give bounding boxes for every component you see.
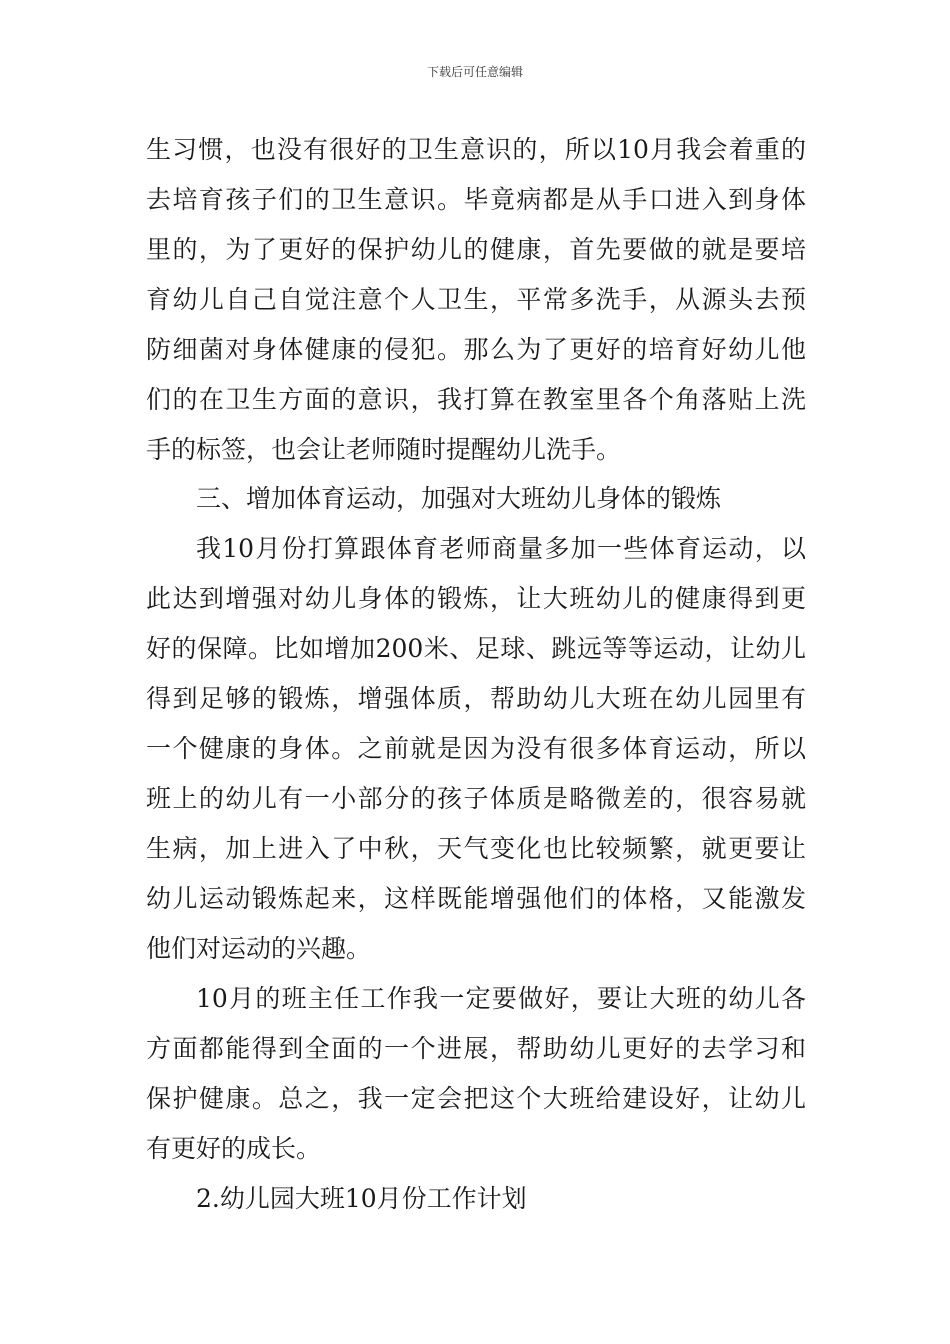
paragraph-line: 保护健康。总之，我一定会把这个大班给建设好，让幼儿 [146,1084,806,1113]
section-heading: 三、增加体育运动，加强对大班幼儿身体的锻炼 [196,484,722,513]
paragraph-line: 去培育孩子们的卫生意识。毕竟病都是从手口进入到身体 [146,185,806,214]
paragraph-line: 一个健康的身体。之前就是因为没有很多体育运动，所以 [146,734,806,763]
paragraph-line: 他们对运动的兴趣。 [146,934,372,963]
page-header: 下载后可任意编辑 [426,65,523,79]
paragraph-line: 有更好的成长。 [146,1134,322,1163]
paragraph-line: 得到足够的锻炼，增强体质，帮助幼儿大班在幼儿园里有 [146,684,806,713]
paragraph-line: 我10月份打算跟体育老师商量多加一些体育运动，以 [196,534,806,563]
paragraph-line: 班上的幼儿有一小部分的孩子体质是略微差的，很容易就 [146,784,806,813]
paragraph-line: 里的，为了更好的保护幼儿的健康，首先要做的就是要培 [146,235,806,264]
paragraph-line: 好的保障。比如增加200米、足球、跳远等等运动，让幼儿 [146,634,806,663]
paragraph-line: 育幼儿自己自觉注意个人卫生，平常多洗手，从源头去预 [146,285,806,314]
paragraph-line: 此达到增强对幼儿身体的锻炼，让大班幼儿的健康得到更 [146,584,806,613]
paragraph-line: 生病，加上进入了中秋，天气变化也比较频繁，就更要让 [146,834,806,863]
paragraph-line: 防细菌对身体健康的侵犯。那么为了更好的培育好幼儿他 [146,335,806,364]
paragraph-line: 生习惯，也没有很好的卫生意识的，所以10月我会着重的 [146,135,806,164]
paragraph-line: 10月的班主任工作我一定要做好，要让大班的幼儿各 [196,984,806,1013]
section-heading: 2.幼儿园大班10月份工作计划 [196,1184,527,1213]
paragraph-line: 幼儿运动锻炼起来，这样既能增强他们的体格，又能激发 [146,884,806,913]
paragraph-line: 方面都能得到全面的一个进展，帮助幼儿更好的去学习和 [146,1034,806,1063]
paragraph-line: 们的在卫生方面的意识，我打算在教室里各个角落贴上洗 [146,385,806,414]
paragraph-line: 手的标签，也会让老师随时提醒幼儿洗手。 [146,435,622,464]
